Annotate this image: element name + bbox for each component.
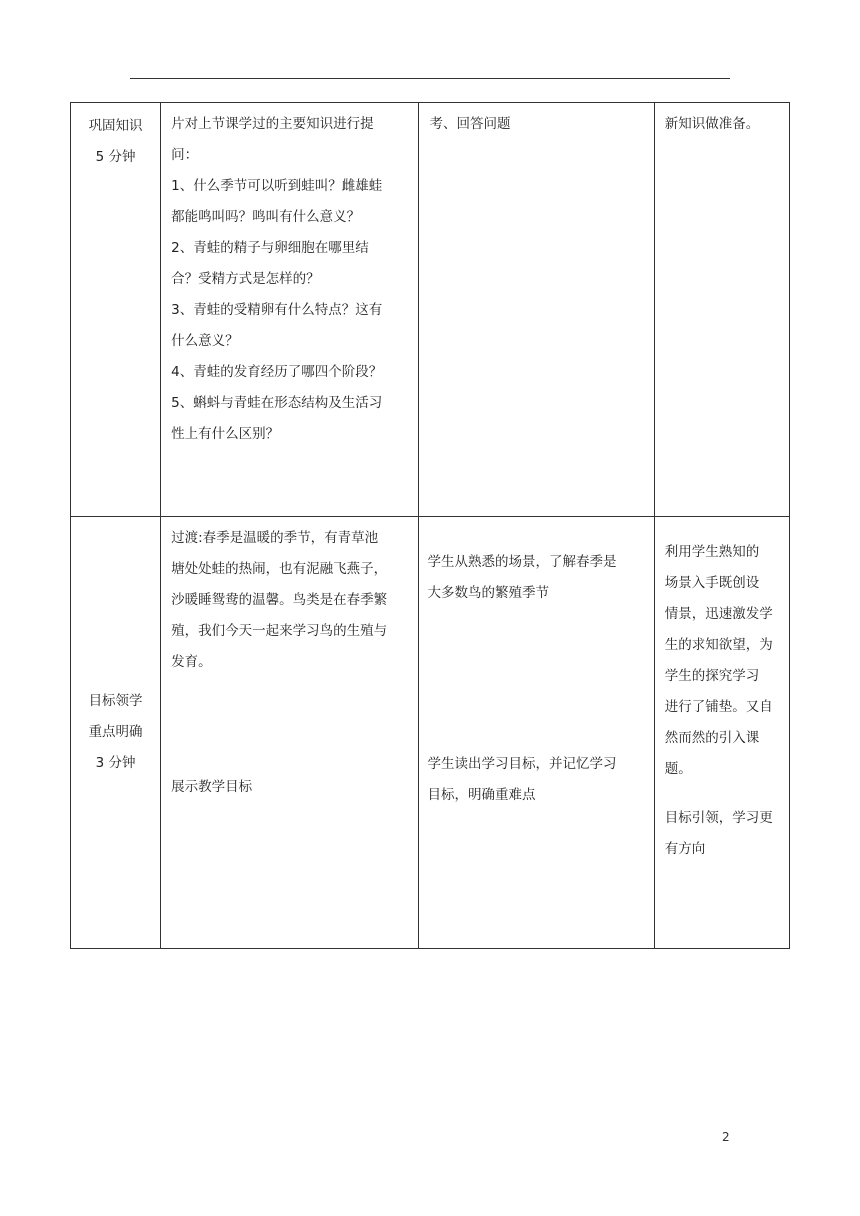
text-line: 过渡:春季是温暖的季节，有青草池 [171, 530, 379, 546]
text-line: 问： [171, 147, 199, 163]
text-line: 考、回答问题 [429, 116, 511, 132]
text-line: 进行了铺垫。又自 [664, 699, 773, 715]
text-line: 塘处处蛙的热闹，也有泥融飞燕子， [171, 561, 388, 577]
text-line: 学生的探究学习 [664, 668, 760, 684]
text-line: 片对上节课学过的主要知识进行提 [171, 116, 374, 132]
stage-cell [71, 517, 161, 949]
stage-line: 5 分钟 [95, 149, 136, 165]
page-number: 2 [722, 1130, 730, 1144]
text-line: 大多数鸟的繁殖季节 [427, 585, 549, 601]
spacer [427, 609, 645, 749]
text-line: 有方向 [664, 841, 706, 857]
text-line: 沙暖睡鸳鸯的温馨。鸟类是在春季繁 [171, 592, 388, 608]
stage-line: 目标领学 [88, 693, 143, 709]
text-line: 场景入手既创设 [664, 575, 760, 591]
text-line: 都能鸣叫吗？鸣叫有什么意义？ [171, 209, 361, 225]
text-line: 新知识做准备。 [664, 116, 760, 132]
teacher-activity-cell [161, 103, 419, 517]
text-line: 性上有什么区别？ [171, 426, 280, 442]
lesson-plan-table [70, 102, 790, 949]
stage-cell [71, 103, 161, 517]
text-line: 目标引领，学习更 [664, 810, 773, 826]
text-line: 学生读出学习目标，并记忆学习 [427, 756, 617, 772]
text-line: 学生从熟悉的场景，了解春季是 [427, 554, 617, 570]
stage-line: 3 分钟 [95, 755, 136, 771]
text-line: 目标，明确重难点 [427, 787, 536, 803]
text-line: 4、青蛙的发育经历了哪四个阶段？ [171, 364, 383, 380]
stage-line: 重点明确 [88, 724, 143, 740]
text-line: 题。 [664, 761, 692, 777]
stage-line: 巩固知识 [88, 118, 143, 134]
table-row [71, 103, 790, 517]
header-rule [130, 78, 730, 79]
text-line: 发育。 [171, 654, 212, 670]
table-row [71, 517, 790, 949]
text-line: 合？受精方式是怎样的？ [171, 271, 320, 287]
student-activity-cell [419, 517, 654, 949]
text-line: 生的求知欲望，为 [664, 637, 773, 653]
spacer [665, 785, 781, 803]
text-line: 情景，迅速激发学 [664, 606, 773, 622]
design-intent-cell [654, 517, 789, 949]
text-line: 1、什么季节可以听到蛙叫？雌雄蛙 [171, 178, 383, 194]
student-activity-cell [419, 103, 654, 517]
text-line: 2、青蛙的精子与卵细胞在哪里结 [171, 240, 369, 256]
text-line: 利用学生熟知的 [664, 544, 760, 560]
design-intent-cell [654, 103, 789, 517]
text-line: 5、蝌蚪与青蛙在形态结构及生活习 [171, 395, 383, 411]
text-line: 什么意义？ [171, 333, 239, 349]
text-line: 3、青蛙的受精卵有什么特点？这有 [171, 302, 383, 318]
text-line: 殖，我们今天一起来学习鸟的生殖与 [171, 623, 388, 639]
text-line: 展示教学目标 [171, 779, 253, 795]
text-line: 然而然的引入课 [664, 730, 760, 746]
teacher-activity-cell [161, 517, 419, 949]
spacer [171, 678, 410, 772]
